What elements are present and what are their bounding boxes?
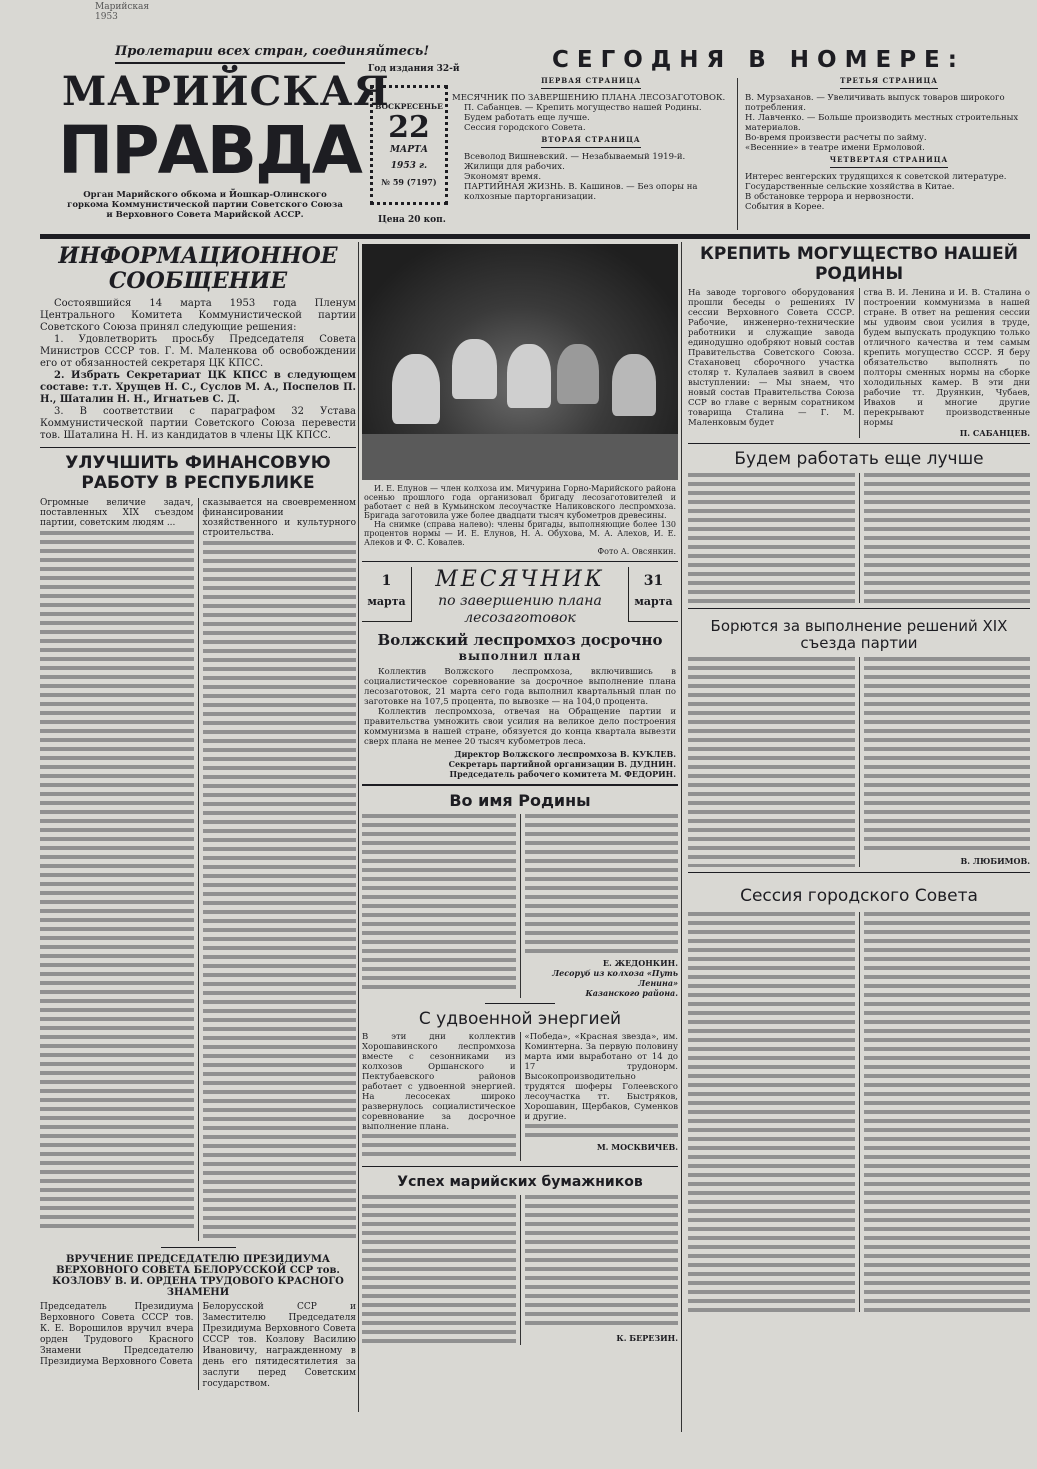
toc-item: Экономят время. (464, 172, 542, 182)
campaign-heading (412, 567, 628, 627)
toc-item: «Весенние» в театре имени Ермоловой. (745, 143, 925, 153)
info-article (40, 244, 356, 442)
day: 22 (388, 110, 430, 145)
volzhsky-paragraph: Коллектив Волжского леспромхоза, включившись в социалистическое соревнование за досрочное выполнение плана лесозаготовок, 21 марта сего года выполнил квартальный план по заготовке на 107,5 процента, по вывозке — на 104,0 процента. (364, 667, 676, 707)
award-right: Белорусской ССР и Заместителю Председателя Президиума Верховного Совета СССР тов. Козлову Василию Ивановичу, награжденному в день его пятидесятилетия за заслуги перед Советским государством. (198, 1302, 357, 1390)
motherland-signature (525, 958, 679, 998)
masthead-title-main: ПРАВДА (58, 112, 361, 189)
contents-left (452, 76, 730, 202)
divider (115, 62, 345, 64)
slogan: Пролетарии всех стран, соединяйтесь! (115, 44, 430, 59)
session-body (688, 912, 1030, 1312)
divider (161, 1247, 236, 1248)
weekday: ВОСКРЕСЕНЬЕ (375, 102, 443, 111)
page-label: ЧЕТВЕРТАЯ СТРАНИЦА (830, 155, 948, 168)
session-body-left (688, 912, 855, 1312)
divider (362, 1166, 678, 1167)
toc-item: Сессия городского Совета. (464, 123, 586, 133)
paper-body (362, 1195, 678, 1345)
award-body (40, 1302, 356, 1390)
toc-item: ПАРТИЙНАЯ ЖИЗНЬ. В. Кашинов. — Без опоры на колхозные парторганизации. (464, 182, 698, 202)
energy-body-right-more (525, 1124, 679, 1142)
toc-item: В. Мурзаханов. — Увеличивать выпуск товаров широкого потребления. (745, 93, 1005, 113)
better-body-left (688, 473, 855, 603)
campaign-start (362, 567, 412, 622)
award-left: Председатель Президиума Верховного Совета СССР тов. К. Е. Ворошилов вручил вчера орден Трудового Красного Знамени Председателю Президиума Верховного Совета (40, 1302, 194, 1367)
page-label: ВТОРАЯ СТРАНИЦА (541, 135, 640, 148)
volzhsky-paragraph: Коллектив леспромхоза, отвечая на Обращение партии и правительства умножить свои усилия на великое дело построения коммунизма в нашей стране, обязуется до конца квартала вывезти сверх плана не менее 20 тысяч кубометров леса. (364, 707, 676, 747)
session-body-right (864, 912, 1031, 1312)
info-paragraph: 2. Избрать Секретариат ЦК КПСС в следующем составе: т.т. Хрущев Н. С., Суслов М. А., Поспелов П. Н., Шаталин Н. Н., Игнатьев С. Д. (40, 370, 356, 405)
divider (688, 608, 1030, 609)
signature: Казанского района. (585, 988, 678, 998)
toc-item: Интерес венгерских трудящихся к советской литературе. (745, 172, 1007, 182)
start-month: марта (367, 595, 406, 608)
library-stamp (95, 2, 150, 32)
campaign-header (362, 567, 678, 627)
strengthen-title: КРЕПИТЬ МОГУЩЕСТВО НАШЕЙ РОДИНЫ (700, 244, 1018, 284)
award-title: ВРУЧЕНИЕ ПРЕДСЕДАТЕЛЮ ПРЕЗИДИУМА ВЕРХОВНОГО СОВЕТА БЕЛОРУССКОЙ ССР тов. КОЗЛОВУ В. И. ОРДЕНА ТРУДОВОГО КРАСНОГО ЗНАМЕНИ (52, 1254, 344, 1298)
session-title: Сессия городского Совета (740, 886, 978, 906)
toc-item: В обстановке террора и нервозности. (745, 192, 914, 202)
masthead-organ: Орган Марийского обкома и Йошкар-Олинского горкома Коммунистической партии Советского Союза и Верховного Совета Марийской АССР. (67, 190, 343, 220)
info-title: ИНФОРМАЦИОННОЕ СООБЩЕНИЕ (58, 243, 338, 294)
price: Цена 20 коп. (378, 215, 446, 225)
paper-signature: К. БЕРЕЗИН. (616, 1333, 678, 1343)
divider (485, 1003, 555, 1004)
photo-caption (362, 484, 678, 556)
toc-item: МЕСЯЧНИК ПО ЗАВЕРШЕНИЮ ПЛАНА ЛЕСОЗАГОТОВОК. (452, 93, 726, 103)
signature: Лесоруб из колхоза «Путь Ленина» (552, 968, 678, 988)
contents-title: СЕГОДНЯ В НОМЕРЕ: (552, 47, 965, 73)
toc-item: Будем работать еще лучше. (464, 113, 590, 123)
signature: Директор Волжского леспромхоза В. КУКЛЕВ. (454, 749, 676, 759)
struggle-body (688, 657, 1030, 867)
divider (40, 447, 356, 448)
page-label: ТРЕТЬЯ СТРАНИЦА (840, 76, 938, 89)
campaign-title: МЕСЯЧНИК (435, 567, 605, 592)
finance-body-left (40, 531, 194, 1231)
struggle-title: Борются за выполнение решений XIX съезда партии (710, 617, 1008, 652)
motherland-body-right (525, 814, 679, 954)
left-column (40, 244, 356, 1390)
end-day: 31 (643, 573, 664, 589)
photo-credit: Фото А. Овсянкин. (597, 547, 676, 556)
finance-body (40, 498, 356, 1241)
info-paragraph: 1. Удовлетворить просьбу Председателя Совета Министров СССР тов. Г. М. Маленкова об освобождении его от обязанностей секретаря ЦК КПСС. (40, 334, 356, 369)
toc-item: Всеволод Вишневский. — Незабываемый 1919-й. (464, 152, 686, 162)
energy-body-right: «Победа», «Красная звезда», им. Коминтерна. За первую половину марта ими выработано от 14 до 17 трудонорм. Высокопроизводительно трудятся шоферы Голеевского лесоучастка тт. Быстряков, Хорошавин, Щербаков, Суменков и другие. (524, 1032, 678, 1122)
divider (737, 78, 738, 230)
motherland-title: Во имя Родины (449, 791, 591, 810)
info-paragraph: 3. В соответствии с параграфом 32 Устава Коммунистической партии Советского Союза перевести тов. Шаталина Н. Н. из кандидатов в члены ЦК КПСС. (40, 406, 356, 441)
toc-item: События в Корее. (745, 202, 825, 212)
finance-lead-right: сказывается на своевременном финансировании хозяйственного и культурного строительства. (202, 498, 356, 538)
paper-body-left (362, 1195, 516, 1345)
header-rule (40, 234, 1030, 239)
campaign-subtitle: по завершению плана лесозаготовок (438, 593, 602, 626)
strengthen-signature: П. САБАНЦЕВ. (959, 428, 1030, 438)
stamp-text: Марийская 1953 (95, 2, 150, 22)
end-month: марта (634, 595, 673, 608)
energy-title: С удвоенной энергией (418, 1009, 622, 1029)
better-title: Будем работать еще лучше (734, 449, 984, 469)
masthead-title-top: МАРИЙСКАЯ (62, 68, 390, 115)
strengthen-body-right: ства В. И. Ленина и И. В. Сталина о построении коммунизма в нашей стране. В ответ на решения сессии мы удвоим свои усилия в труде, будем выпускать продукцию только отличного качества и тем самым крепить могущество СССР. Я беру обязательство выполнять по полторы сменных нормы на сборке холодильных камер. В эти дни рабочие тт. Друянкин, Чубаев, Ивахов и многие другие перекрывают производственные нормы (863, 288, 1030, 428)
toc-item: П. Сабанцев. — Крепить могущество нашей Родины. (464, 103, 702, 113)
page-label: ПЕРВАЯ СТРАНИЦА (541, 76, 641, 89)
right-column (688, 244, 1030, 1312)
divider (362, 561, 678, 562)
contents-right (745, 76, 1033, 212)
divider (362, 784, 678, 786)
year: 1953 г. (390, 161, 428, 171)
toc-item: Во-время произвести расчеты по займу. (745, 133, 927, 143)
paper-body-right (525, 1195, 679, 1330)
finance-lead-left: Огромные величие задач, поставленных XIX съездом партии, советским людям ... (40, 498, 194, 528)
strengthen-body (688, 288, 1030, 438)
energy-body-left-more (362, 1134, 516, 1161)
photo-caption-text: И. Е. Елунов — член колхоза им. Мичурина Горно-Марийского района осенью прошлого года организовал бригаду лесозаготовителей и работает с ней в Кумьинском лесоучастке Наликовского леспромхоза. Бригада заготовила уже более двадцати тысяч кубометров древесины. (364, 484, 676, 520)
energy-body (362, 1032, 678, 1161)
campaign-end (628, 567, 678, 622)
photo-caption-text: На снимке (справа налево): члены бригады, выполняющие более 130 процентов нормы — И. Е. Елунов, Н. А. Обухова, М. А. Алехов, И. Е. Алеков и Ф. С. Ковалев. (364, 520, 676, 547)
toc-item: Жилищи для рабочих. (464, 162, 565, 172)
issue-date-box (370, 85, 448, 205)
brigade-photo (362, 244, 678, 480)
divider (688, 872, 1030, 873)
column-divider (681, 242, 682, 1432)
struggle-signature: В. ЛЮБИМОВ. (960, 856, 1030, 866)
motherland-body (362, 814, 678, 998)
energy-signature: М. МОСКВИЧЕВ. (596, 1142, 678, 1152)
signature: Секретарь партийной организации В. ДУДНИН. (448, 759, 676, 769)
better-body-right (864, 473, 1031, 603)
better-body (688, 473, 1030, 603)
signature: Председатель рабочего комитета М. ФЕДОРИН. (449, 769, 676, 779)
month: МАРТА (389, 145, 429, 155)
column-divider (358, 242, 359, 1412)
toc-item: Н. Лавченко. — Больше производить местных строительных материалов. (745, 113, 1019, 133)
start-day: 1 (381, 573, 392, 589)
finance-title: УЛУЧШИТЬ ФИНАНСОВУЮ РАБОТУ В РЕСПУБЛИКЕ (65, 453, 331, 493)
volzhsky-title: Волжский леспромхоз досрочно (377, 631, 663, 649)
info-paragraph: Состоявшийся 14 марта 1953 года Пленум Центрального Комитета Коммунистической партии Советского Союза принял следующие решения: (40, 298, 356, 333)
energy-body-left: В эти дни коллектив Хорошавинского леспромхоза вместе с сезонниками из колхозов Оршанского и Пектубаевского районов работает с удвоенной энергией. На лесосеках широко развернулось социалистическое соревнование за досрочное выполнение плана. (362, 1032, 516, 1132)
publication-year: Год издания 32-й (368, 64, 460, 74)
toc-item: Государственные сельские хозяйства в Китае. (745, 182, 955, 192)
divider (688, 443, 1030, 444)
middle-column (362, 244, 678, 1345)
volzhsky-subtitle: выполнил план (458, 649, 582, 663)
signature: Е. ЖЕДОНКИН. (602, 958, 678, 968)
strengthen-body-left: На заводе торгового оборудования прошли беседы о решениях IV сессии Верховного Совета СССР. Рабочие, инженерно-технические работники и служащие завода единодушно одобряют новый состав Правительства Советского Союза. Стахановец сборочного участка столяр т. Кулалаев заявил в своем выступлении: — Мы знаем, что новый состав Правительства Союза ССР во главе с верным соратником товарища Сталина — Г. М. Маленковым будет (688, 288, 855, 428)
paper-title: Успех марийских бумажников (397, 1174, 643, 1190)
volzhsky-article (362, 631, 678, 664)
struggle-body-left (688, 657, 855, 867)
issue-number: № 59 (7197) (381, 177, 437, 187)
finance-body-right (203, 541, 357, 1241)
volzhsky-body (362, 667, 678, 779)
struggle-body-right (864, 657, 1031, 853)
motherland-body-left (362, 814, 516, 994)
